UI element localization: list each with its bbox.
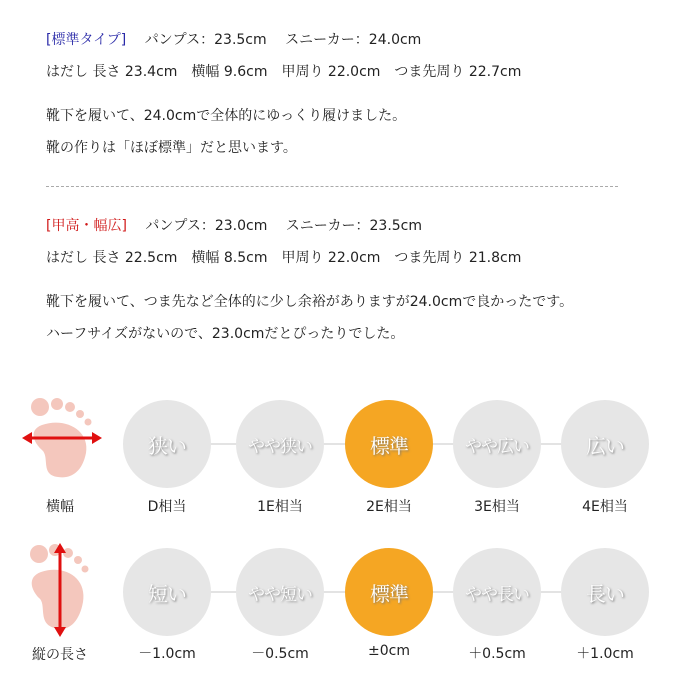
standard-sizes-line	[46, 31, 421, 49]
length-scale-option-sub: ±0cm	[368, 643, 410, 659]
divider	[46, 186, 618, 187]
width-scale-option-sub: D相当	[147, 499, 187, 515]
length-scale-option: 短い	[123, 548, 211, 636]
width-scale-option: 標準	[345, 400, 433, 488]
high-comment-2: ハーフサイズがないので、23.0cmだとぴったりでした。	[46, 326, 405, 342]
width-scale-option: やや広い	[453, 400, 541, 488]
width-scale-option-sub: 3E相当	[474, 499, 520, 515]
length-scale-option-sub: －1.0cm	[138, 646, 196, 662]
standard-comment-2: 靴の作りは「ほぼ標準」だと思います。	[46, 140, 297, 156]
width-scale-option-sub: 4E相当	[582, 499, 628, 515]
standard-tag: [標準タイプ]	[46, 32, 127, 48]
length-scale-option-sub: ＋0.5cm	[468, 646, 526, 662]
foot-length-icon	[25, 540, 95, 640]
width-scale-option-sub: 2E相当	[366, 499, 412, 515]
width-scale-option: 広い	[561, 400, 649, 488]
length-scale-option-sub: ＋1.0cm	[576, 646, 634, 662]
length-scale-option-sub: －0.5cm	[251, 646, 309, 662]
length-scale-option: やや長い	[453, 548, 541, 636]
foot-width-icon	[20, 395, 104, 485]
high-barefoot: はだし 長さ 22.5cm 横幅 8.5cm 甲周り 22.0cm つま先周り 21.8cm	[46, 250, 522, 266]
high-comment-1: 靴下を履いて、つま先など全体的に少し余裕がありますが24.0cmで良かったです。	[46, 294, 574, 310]
width-scale-label: 横幅	[46, 499, 74, 515]
width-scale-option: 狭い	[123, 400, 211, 488]
width-scale-option-sub: 1E相当	[257, 499, 303, 515]
standard-barefoot: はだし 長さ 23.4cm 横幅 9.6cm 甲周り 22.0cm つま先周り 22.7cm	[46, 64, 522, 80]
length-scale-option: やや短い	[236, 548, 324, 636]
high-sizes-line	[46, 217, 422, 235]
high-shoe-sizes: パンプス：23.0cm スニーカー：23.5cm	[145, 218, 423, 234]
standard-shoe-sizes: パンプス：23.5cm スニーカー：24.0cm	[144, 32, 422, 48]
width-scale-option: やや狭い	[236, 400, 324, 488]
standard-comment-1: 靴下を履いて、24.0cmで全体的にゆっくり履けました。	[46, 108, 407, 124]
length-scale-option: 標準	[345, 548, 433, 636]
high-tag: [甲高・幅広]	[46, 218, 127, 234]
length-scale-option: 長い	[561, 548, 649, 636]
length-scale-label: 縦の長さ	[32, 647, 88, 663]
